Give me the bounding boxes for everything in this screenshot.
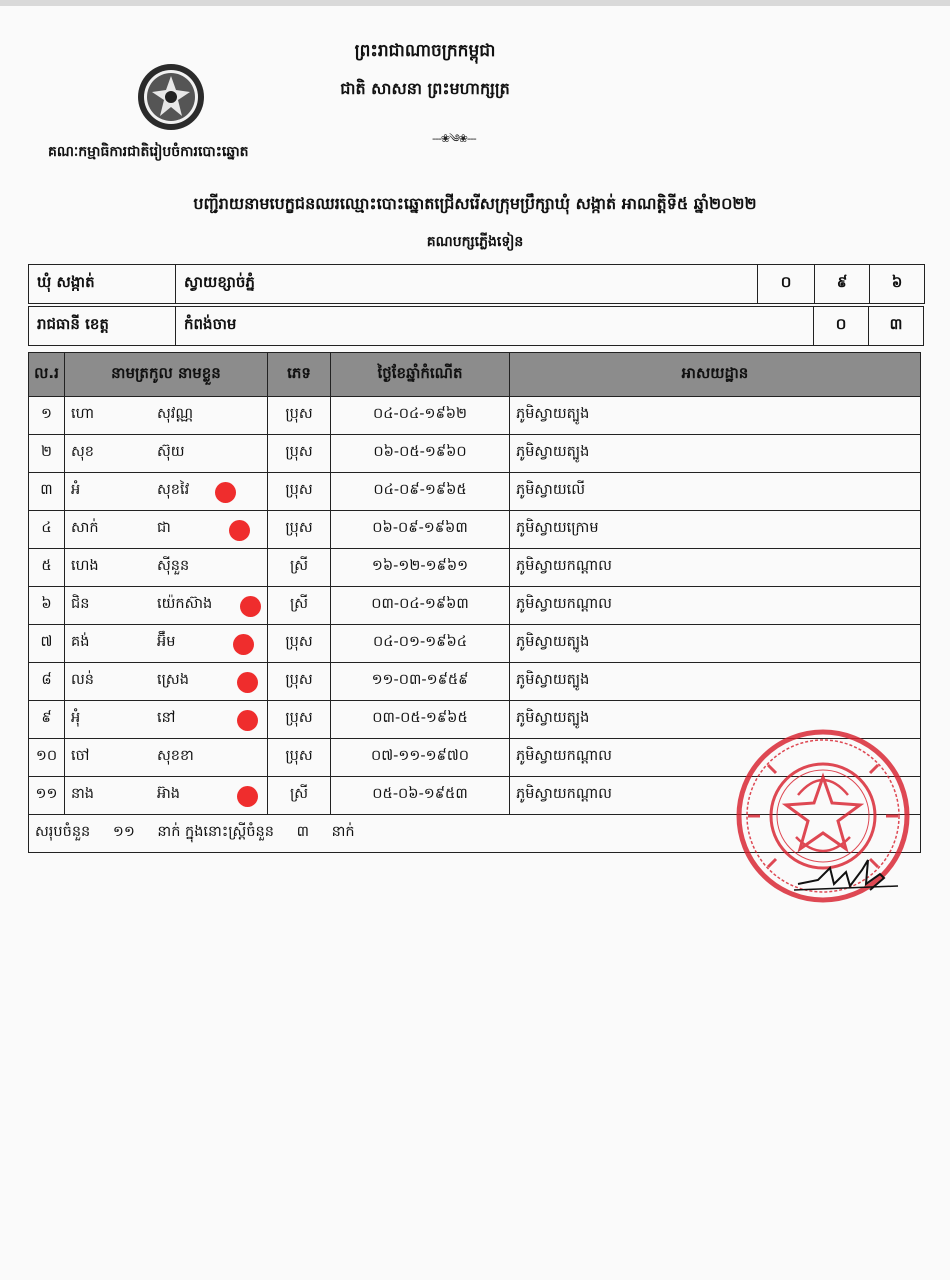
candidate-name xyxy=(65,435,268,473)
table-row xyxy=(29,435,921,473)
date-of-birth: ០៦-០៥-១៩៦០ xyxy=(331,435,510,473)
candidate-name xyxy=(65,511,268,549)
candidate-name xyxy=(65,739,268,777)
commune-label: ឃុំ សង្កាត់ xyxy=(29,265,176,304)
date-of-birth: ០៣-០៥-១៩៦៥ xyxy=(331,701,510,739)
family-name: អុំ xyxy=(71,710,81,726)
red-mark-icon xyxy=(215,482,236,503)
family-name: លន់ xyxy=(71,672,95,688)
sex: ប្រុស xyxy=(268,625,331,663)
sex: ស្រី xyxy=(268,777,331,815)
summary-total: ១១ xyxy=(112,824,135,840)
table-row xyxy=(29,587,921,625)
table-row xyxy=(29,625,921,663)
family-name: នាង xyxy=(71,786,95,802)
date-of-birth: ០៤-០១-១៩៦៤ xyxy=(331,625,510,663)
red-mark-icon xyxy=(240,596,261,617)
address: ភូមិស្វាយត្បូង xyxy=(510,663,921,701)
summary-cell xyxy=(29,815,510,853)
sex: ស្រី xyxy=(268,549,331,587)
red-mark-icon xyxy=(233,634,254,655)
family-name: សុខ xyxy=(71,444,95,460)
family-name: គង់ xyxy=(71,634,90,650)
party-name: គណបក្សភ្លើងទៀន xyxy=(426,234,524,250)
given-name: ស៊ុយ xyxy=(157,444,185,460)
header-dob: ថ្ងៃខែឆ្នាំកំណើត xyxy=(331,353,510,397)
commune-table xyxy=(28,264,925,304)
sex: ប្រុស xyxy=(268,701,331,739)
document-title: បញ្ជីរាយនាមបេក្ខជនឈរឈ្មោះបោះឆ្នោតជ្រើសរើសក្រុមប្រឹក្សាឃុំ សង្កាត់ អាណត្តិទី៥ ឆ្នាំ២០២២ xyxy=(193,194,757,213)
summary-women: ៣ xyxy=(296,824,309,840)
family-name: សាក់ xyxy=(71,520,99,536)
row-number: ៣ xyxy=(29,473,65,511)
date-of-birth: ០៤-០៩-១៩៦៥ xyxy=(331,473,510,511)
given-name: នៅ xyxy=(157,710,176,726)
row-number: ៤ xyxy=(29,511,65,549)
row-number: ៥ xyxy=(29,549,65,587)
header-name: នាមត្រកូល នាមខ្លួន xyxy=(65,353,268,397)
red-mark-icon xyxy=(237,786,258,807)
sex: ប្រុស xyxy=(268,435,331,473)
table-row xyxy=(29,473,921,511)
address: ភូមិស្វាយត្បូង xyxy=(510,625,921,663)
date-of-birth: ០៧-១១-១៩៧០ xyxy=(331,739,510,777)
row-number: ៧ xyxy=(29,625,65,663)
province-code-digit: ៣ xyxy=(869,307,924,346)
row-number: ១១ xyxy=(29,777,65,815)
committee-emblem-icon xyxy=(136,62,206,132)
kingdom-title: ព្រះរាជាណាចក្រកម្ពុជា xyxy=(354,41,496,61)
address: ភូមិស្វាយកណ្តាល xyxy=(510,549,921,587)
candidate-name xyxy=(65,777,268,815)
date-of-birth: ០៣-០៤-១៩៦៣ xyxy=(331,587,510,625)
candidate-name xyxy=(65,625,268,663)
date-of-birth: ១៦-១២-១៩៦១ xyxy=(331,549,510,587)
commune-name: ស្វាយខ្សាច់ភ្នំ xyxy=(176,265,758,304)
given-name: ស៊ីនួន xyxy=(157,558,190,574)
given-name: អ៊ឹម xyxy=(157,634,176,650)
table-row xyxy=(29,511,921,549)
candidate-name xyxy=(65,701,268,739)
commune-code-digit: ៩ xyxy=(815,265,870,304)
given-name: អ៊ាង xyxy=(157,786,181,802)
family-name: អំ xyxy=(71,482,81,498)
candidate-name xyxy=(65,549,268,587)
candidate-name xyxy=(65,473,268,511)
row-number: ៩ xyxy=(29,701,65,739)
address: ភូមិស្វាយត្បូង xyxy=(510,701,921,739)
table-row xyxy=(29,549,921,587)
national-motto: ជាតិ សាសនា ព្រះមហាក្សត្រ xyxy=(340,79,510,98)
family-name: ចៅ xyxy=(71,748,90,764)
address: ភូមិស្វាយក្រោម xyxy=(510,511,921,549)
candidate-name xyxy=(65,663,268,701)
header-sex: ភេទ xyxy=(268,353,331,397)
row-number: ២ xyxy=(29,435,65,473)
given-name: ស្រេង xyxy=(157,672,189,688)
given-name: សុវណ្ណ xyxy=(157,406,194,422)
top-edge xyxy=(0,0,950,6)
sex: ប្រុស xyxy=(268,397,331,435)
ornament-divider: ---❀༄❀--- xyxy=(432,132,476,145)
province-table xyxy=(28,306,924,346)
summary-total-label: សរុបចំនួន xyxy=(35,824,91,840)
date-of-birth: ០៦-០៩-១៩៦៣ xyxy=(331,511,510,549)
red-mark-icon xyxy=(237,710,258,731)
given-name: យ៉េកស៊ាង xyxy=(157,596,213,612)
table-row xyxy=(29,397,921,435)
date-of-birth: ១១-០៣-១៩៥៩ xyxy=(331,663,510,701)
given-name: សុខខា xyxy=(157,748,194,764)
address: ភូមិស្វាយត្បូង xyxy=(510,435,921,473)
summary-women-label: នាក់ ក្នុងនោះស្ត្រីចំនួន xyxy=(157,824,274,840)
given-name: ជា xyxy=(157,520,171,536)
commune-code-digit: ០ xyxy=(758,265,815,304)
sex: ប្រុស xyxy=(268,473,331,511)
family-name: ហេង xyxy=(71,558,99,574)
candidate-name xyxy=(65,587,268,625)
candidate-name xyxy=(65,397,268,435)
date-of-birth: ០៤-០៤-១៩៦២ xyxy=(331,397,510,435)
sex: ប្រុស xyxy=(268,739,331,777)
date-of-birth: ០៥-០៦-១៩៥៣ xyxy=(331,777,510,815)
family-name: ហោ xyxy=(71,406,95,422)
row-number: ១០ xyxy=(29,739,65,777)
commune-code-digit: ៦ xyxy=(870,265,925,304)
given-name: សុខវៃ xyxy=(157,482,190,498)
province-name: កំពង់ចាម xyxy=(176,307,814,346)
red-mark-icon xyxy=(229,520,250,541)
header-address: អាសយដ្ឋាន xyxy=(510,353,921,397)
province-label: រាជធានី ខេត្ត xyxy=(29,307,176,346)
address: ភូមិស្វាយកណ្តាល xyxy=(510,777,921,815)
address: ភូមិស្វាយកណ្តាល xyxy=(510,587,921,625)
family-name: ជិន xyxy=(71,596,90,612)
sex: ប្រុស xyxy=(268,511,331,549)
address: ភូមិស្វាយលើ xyxy=(510,473,921,511)
red-mark-icon xyxy=(237,672,258,693)
table-header-row xyxy=(29,353,921,397)
header-number: ល.រ xyxy=(29,353,65,397)
row-number: ១ xyxy=(29,397,65,435)
summary-unit: នាក់ xyxy=(331,824,355,840)
table-row xyxy=(29,663,921,701)
signature-icon xyxy=(788,850,908,900)
sex: ស្រី xyxy=(268,587,331,625)
address: ភូមិស្វាយកណ្តាល xyxy=(510,739,921,777)
sex: ប្រុស xyxy=(268,663,331,701)
row-number: ៦ xyxy=(29,587,65,625)
row-number: ៨ xyxy=(29,663,65,701)
address: ភូមិស្វាយត្បូង xyxy=(510,397,921,435)
province-code-digit: ០ xyxy=(814,307,869,346)
committee-name: គណៈកម្មាធិការជាតិរៀបចំការបោះឆ្នោត xyxy=(48,144,249,160)
